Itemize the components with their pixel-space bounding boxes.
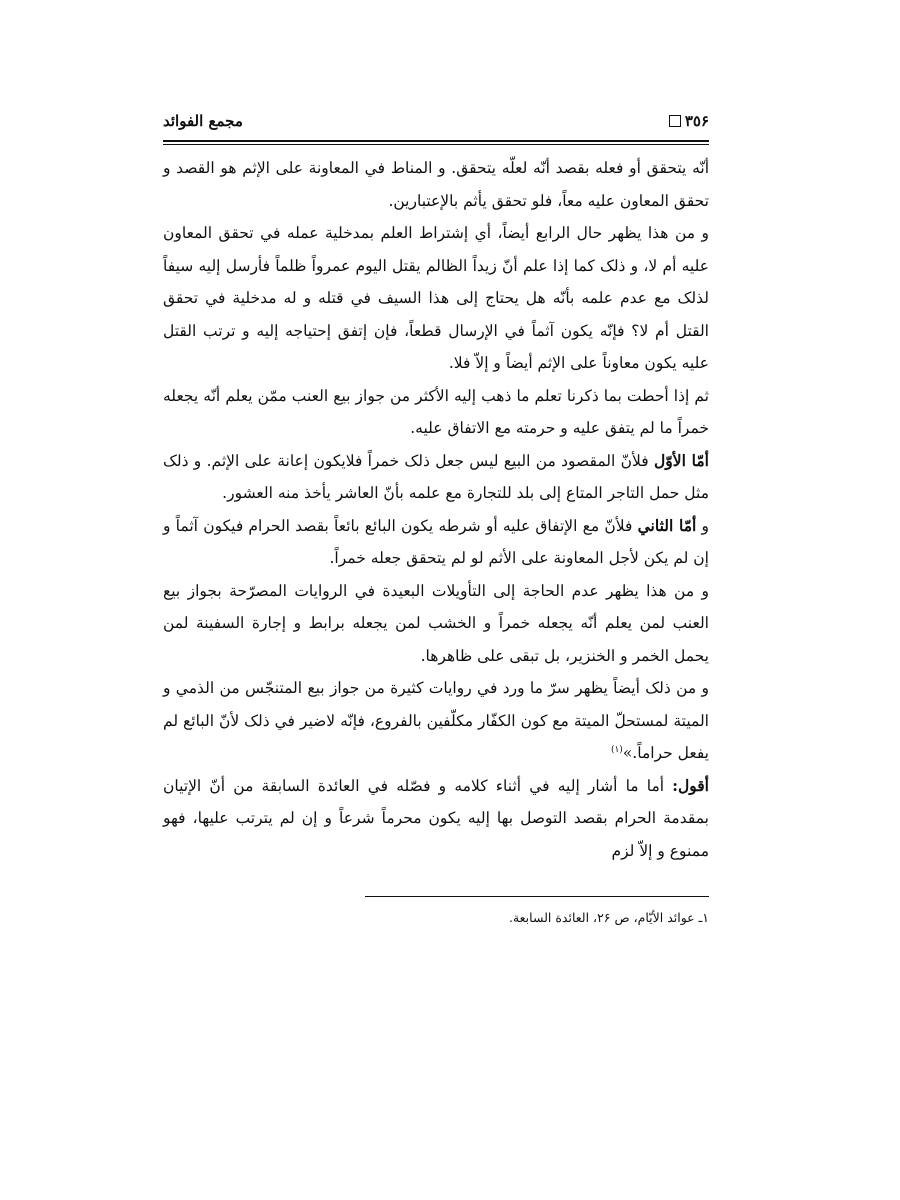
paragraph-text: فلأنّ مع الإتفاق عليه أو شرطه يكون البائع بائعاً بقصد الحرام فيكون آثماً و إن لم يكن لأجل المعاونة على الأثم لو لم يتحقق جعله خمراً. — [163, 516, 709, 567]
heading-thani: أمّا الثاني — [637, 515, 697, 535]
paragraph-last-quote — [163, 672, 709, 770]
footnote: ١ـ عوائد الأيّام، ص ٢۶، العائدة السابعة. — [508, 910, 709, 925]
paragraph: أنّه يتحقق أو فعله بقصد أنّه لعلّه يتحقق. و المناط في المعاونة على الإثم هو القصد و تحقق المعاون عليه معاً، فلو تحقق يأثم بالإعتبارين. — [163, 159, 709, 210]
running-header — [163, 112, 709, 130]
book-title: مجمع الفوائد — [163, 112, 243, 130]
footnote-ref[interactable]: (١) — [610, 744, 623, 755]
page-number — [669, 112, 709, 130]
page-number-text: ٣٥۶ — [684, 112, 709, 130]
header-rule — [163, 140, 709, 142]
paragraph-text: فلأنّ المقصود من البيع ليس جعل ذلک خمراً فلايكون إعانة على الإثم. و ذلک مثل حمل التاجر المتاع إلى بلد للتجارة مع علمه بأنّ العاشر يأخذ منه العشور. — [163, 451, 709, 502]
square-icon — [669, 115, 681, 127]
body-text — [163, 152, 709, 867]
paragraph-text: أما ما أشار إليه في أثناء كلامه و فصّله في العائدة السابقة من أنّ الإتيان بمقدمة الحرام بقصد التوصل بها إليه يكون محرماً شرعاً و إن لم يترتب عليها، فهو ممنوع و إلاّ لزم — [163, 776, 709, 860]
paragraph: ثم إذا أحطت بما ذكرنا تعلم ما ذهب إليه الأكثر من جواز بيع العنب ممّن يعلم أنّه يجعله خمراً ما لم يتفق عليه و حرمته مع الاتفاق عليه. — [163, 386, 709, 437]
paragraph-prefix: و — [696, 516, 709, 535]
paragraph-text: و من ذلک أيضاً يظهر سرّ ما ورد في روايات كثيرة من جواز بيع المتنجّس من الذمي و الميتة لمستحلّ الميتة مع كون الكفّار مكلّفين بالفروع، فإنّه لاضير في ذلک لأنّ البائع لم يفعل حراماً.» — [163, 679, 709, 762]
paragraph: و من هذا يظهر حال الرابع أيضاً، أي إشتراط العلم بمدخلية عمله في تحقق المعاون عليه أم لا، و ذلک كما إذا علم أنّ زيداً الظالم يقتل اليوم عمرواً ظلماً فأرسل إليه سيفاً لذلک مع عدم علمه بأنّه هل يحتاج إلى هذا السيف في قتله و له مدخلية في تحقق القتل أم لا؟ فإنّه يكون آثماً في الإرسال قطعاً، فإن إتفق إحتياجه إليه و ترتب القتل عليه يكون معاوناً على الإثم أيضاً و إلاّ فلا. — [163, 224, 709, 372]
paragraph: و من هذا يظهر عدم الحاجة إلى التأويلات البعيدة في الروايات المصرّحة بجواز بيع العنب لمن يعلم أنّه يجعله خمراً و الخشب لمن يجعله برابط و إجارة السفينة لمن يحمل الخمر و الخنزير، بل تبقى على ظاهرها. — [163, 581, 709, 665]
heading-awwal: أمّا الأوّل — [653, 450, 709, 470]
header-rule-thin — [163, 144, 709, 145]
paragraph-second — [163, 510, 709, 575]
paragraph-first — [163, 445, 709, 510]
paragraph-aqul — [163, 770, 709, 868]
footnote-rule — [365, 896, 709, 897]
heading-aqul: أقول: — [672, 775, 709, 795]
